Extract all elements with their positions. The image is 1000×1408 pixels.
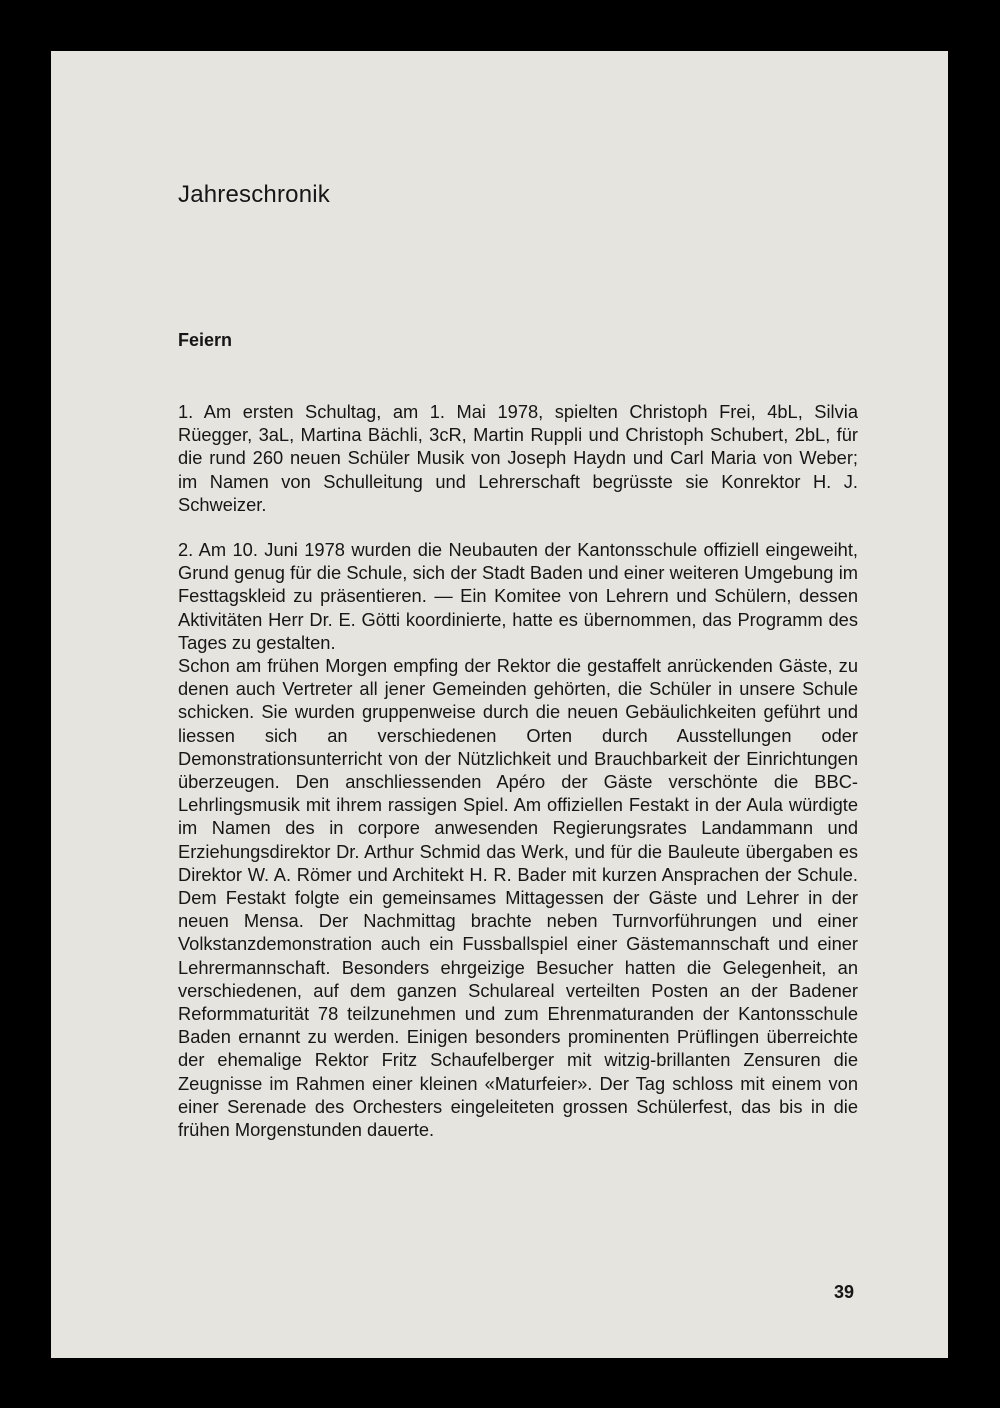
document-page <box>51 51 948 1358</box>
body-text <box>178 400 858 1141</box>
section-heading: Feiern <box>178 330 233 350</box>
paragraph-3: Schon am frühen Morgen empfing der Rektor die gestaffelt anrückenden Gäste, zu denen auch Vertreter all jener Gemeinden gehörten, die Schüler in unsere Schule schicken. Sie wurden gruppenweise durch die neuen Gebäulichkeiten geführt und liessen sich an verschiedenen Orten durch Ausstellungen oder Demonstrationsunterricht von der Nützlichkeit und Brauchbarkeit der Einrichtungen überzeugen. Den anschliessenden Apéro der Gäste verschönte die BBC-Lehrlingsmusik mit ihrem rassigen Spiel. Am offiziellen Festakt in der Aula würdigte im Namen des in corpore anwesenden Regierungsrates Landammann und Erziehungsdirektor Dr. Arthur Schmid das Werk, und für die Bauleute übergaben es Direktor W. A. Römer und Architekt H. R. Bader mit kurzen Ansprachen der Schule. Dem Festakt folgte ein gemeinsames Mittagessen der Gäste und Lehrer in der neuen Mensa. Der Nachmittag brachte neben Turnvorführungen und einer Volkstanzdemonstration auch ein Fussballspiel einer Gästemannschaft und einer Lehrermannschaft. Besonders ehrgeizige Besucher hatten die Gelegenheit, an verschiedenen, auf dem ganzen Schulareal verteilten Posten an der Badener Reformmaturität 78 teilzunehmen und zum Ehrenmaturanden der Kantonsschule Baden ernannt zu werden. Einigen besonders prominenten Prüflingen überreichte der ehemalige Rektor Fritz Schaufelberger mit witzig-brillanten Zensuren die Zeugnisse im Rahmen einer kleinen «Maturfeier». Der Tag schloss mit einem von einer Serenade des Orchesters eingeleiteten grossen Schülerfest, das bis in die frühen Morgenstunden dauerte. <box>178 655 858 1141</box>
paragraph-1: 1. Am ersten Schultag, am 1. Mai 1978, spielten Christoph Frei, 4bL, Silvia Rüegger, 3aL, Martina Bächli, 3cR, Martin Ruppli und Christoph Schubert, 2bL, für die rund 260 neuen Schüler Musik von Joseph Haydn und Carl Maria von Weber; im Namen von Schulleitung und Lehrerschaft begrüsste sie Konrektor H. J. Schweizer. <box>178 401 858 515</box>
page-number: 39 <box>834 1282 855 1302</box>
page-title: Jahreschronik <box>178 181 331 208</box>
paragraph-2: 2. Am 10. Juni 1978 wurden die Neubauten der Kantonsschule offiziell eingeweiht, Grund genug für die Schule, sich der Stadt Baden und einer weiteren Umgebung im Festtagskleid zu präsentieren. — Ein Komitee von Lehrern und Schülern, dessen Aktivitäten Herr Dr. E. Götti koordinierte, hatte es übernommen, das Programm des Tages zu gestalten. <box>178 539 858 653</box>
